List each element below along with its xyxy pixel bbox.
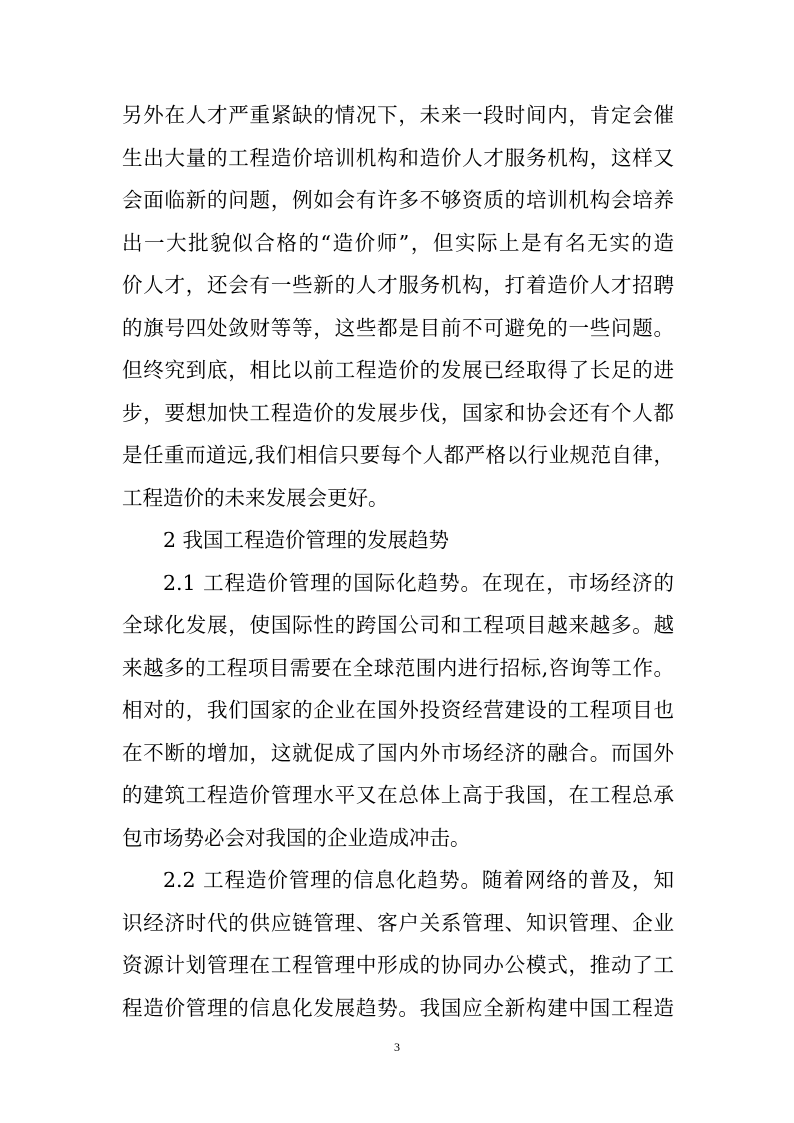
text-line: 资源计划管理在工程管理中形成的协同办公模式，推动了工 xyxy=(122,953,674,977)
text-line: 来越多的工程项目需要在全球范围内进行招标,咨询等工作。 xyxy=(122,655,674,680)
page-number: 3 xyxy=(394,1040,400,1054)
text-line: 相对的，我们国家的企业在国外投资经营建设的工程项目也 xyxy=(122,698,674,722)
text-line: 2.1 工程造价管理的国际化趋势。在现在，市场经济的 xyxy=(163,570,674,595)
text-line: 识经济时代的供应链管理、客户关系管理、知识管理、企业 xyxy=(122,910,674,935)
text-line: 会面临新的问题，例如会有许多不够资质的培训机构会培养 xyxy=(122,188,674,212)
text-line: 的建筑工程造价管理水平又在总体上高于我国，在工程总承 xyxy=(122,783,674,807)
text-line: 全球化发展，使国际性的跨国公司和工程项目越来越多。越 xyxy=(122,613,674,637)
text-line: 2 我国工程造价管理的发展趋势 xyxy=(163,528,450,552)
text-line: 价人才，还会有一些新的人才服务机构，打着造价人才招聘 xyxy=(122,273,674,297)
text-line: 另外在人才严重紧缺的情况下，未来一段时间内，肯定会催 xyxy=(122,103,674,127)
text-line: 包市场势必会对我国的企业造成冲击。 xyxy=(122,825,471,850)
text-line: 工程造价的未来发展会更好。 xyxy=(122,485,389,510)
text-line: 在不断的增加，这就促成了国内外市场经济的融合。而国外 xyxy=(122,740,674,765)
text-line: 但终究到底，相比以前工程造价的发展已经取得了长足的进 xyxy=(122,358,674,382)
text-line: 程造价管理的信息化发展趋势。我国应全新构建中国工程造 xyxy=(122,995,674,1020)
body-text xyxy=(122,94,674,1029)
text-line: 的旗号四处敛财等等，这些都是目前不可避免的一些问题。 xyxy=(122,315,674,340)
text-line: 2.2 工程造价管理的信息化趋势。随着网络的普及，知 xyxy=(163,868,674,892)
text-line: 是任重而道远,我们相信只要每个人都严格以行业规范自律， xyxy=(122,443,674,467)
text-line: 生出大量的工程造价培训机构和造价人才服务机构，这样又 xyxy=(122,145,674,170)
text-line: 步，要想加快工程造价的发展步伐，国家和协会还有个人都 xyxy=(122,400,674,425)
text-line: 出一大批貌似合格的“造价师”，但实际上是有名无实的造 xyxy=(122,230,674,255)
